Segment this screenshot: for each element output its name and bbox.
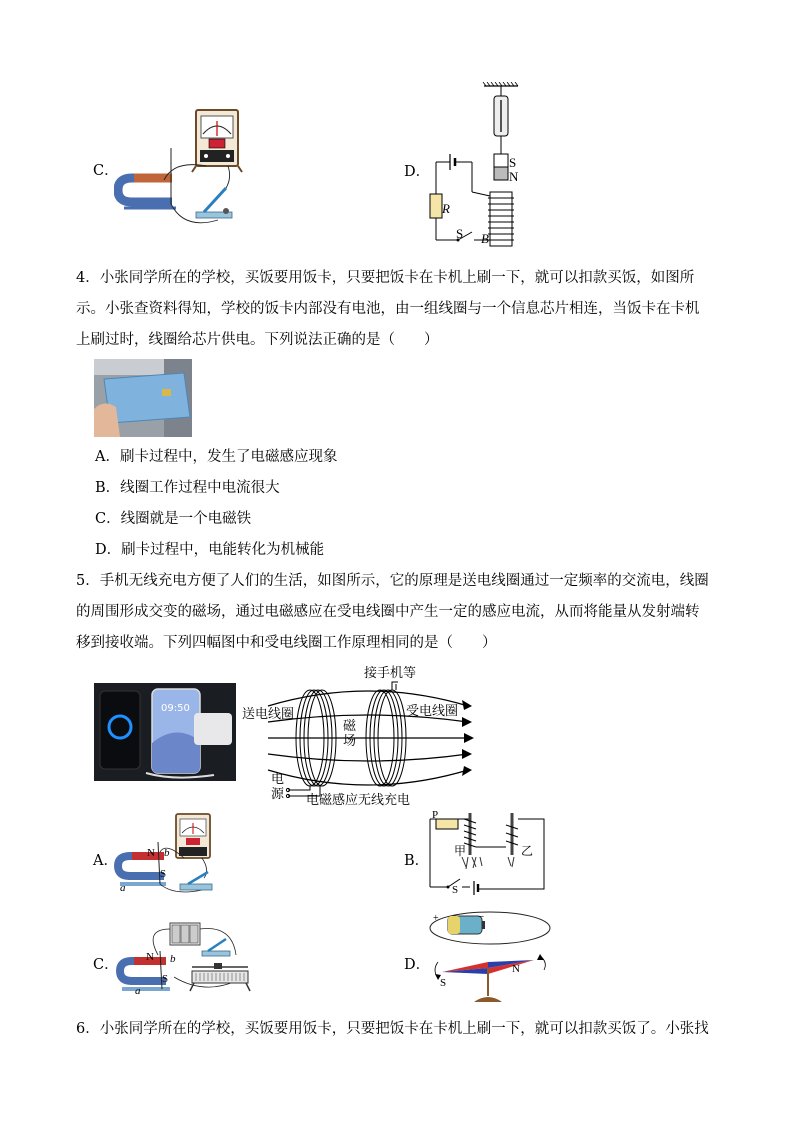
- d-resistor-label: R: [442, 201, 450, 216]
- option-c-figure: [114, 108, 256, 230]
- wireless-charger-photo: [94, 683, 236, 781]
- b-jia-label: 甲: [454, 844, 467, 858]
- b-yi-label: 乙: [521, 844, 534, 858]
- c-n-label: N: [146, 951, 154, 963]
- q4-option-d: D．刷卡过程中，电能转化为机械能: [95, 542, 325, 558]
- d-plus-label: +: [433, 913, 439, 924]
- q4-line-1: 4．小张同学所在的学校，买饭要用饭卡，只要把饭卡在卡机上刷一下，就可以扣款买饭，如图所: [76, 270, 695, 286]
- d-magnet-n-label: N: [509, 169, 519, 184]
- b-p-label: P: [432, 809, 439, 821]
- d-coil-label: B: [481, 231, 489, 246]
- d-minus-label: −: [478, 911, 485, 923]
- q5-line-2: 的周围形成交变的磁场，通过电磁感应在受电线圈中产生一定的感应电流，从而将能量从发射端转: [76, 604, 700, 620]
- option-d-label: D．: [404, 164, 431, 180]
- q5-option-a-figure: [114, 812, 234, 896]
- phone-time: 09:50: [161, 703, 190, 714]
- label-power-2: 源: [271, 786, 285, 801]
- q4-line-2: 示。小张查资料得知，学校的饭卡内部没有电池，由一组线圈与一个信息芯片相连，当饭卡在卡机: [76, 301, 700, 317]
- a-n-label: N: [147, 847, 155, 859]
- q5-option-c-label: C．: [93, 957, 119, 973]
- d-compass-n-label: N: [512, 963, 520, 975]
- d-compass-s-label: S: [440, 977, 447, 989]
- q5-line-3: 移到接收端。下列四幅图中和受电线圈工作原理相同的是（ ）: [76, 635, 497, 651]
- a-b-label: b: [164, 847, 170, 859]
- q6-line-1: 6．小张同学所在的学校，买饭要用饭卡，只要把饭卡在卡机上刷一下，就可以扣款买饭了。小张找: [76, 1021, 709, 1037]
- q5-option-a-label: A．: [93, 853, 118, 869]
- c-s-label: S: [162, 973, 169, 985]
- q5-line-1: 5．手机无线充电方便了人们的生活，如图所示，它的原理是送电线圈通过一定频率的交流电，线圈: [76, 573, 709, 589]
- label-send-coil: 送电线圈: [242, 706, 295, 721]
- c-b-label: b: [170, 953, 176, 965]
- label-power-1: 电: [271, 771, 285, 786]
- q4-option-b: B．线圈工作过程中电流很大: [95, 480, 280, 496]
- option-c-label: C．: [93, 163, 119, 179]
- a-a-label: a: [120, 882, 126, 894]
- q4-option-a: A．刷卡过程中，发生了电磁感应现象: [95, 449, 338, 465]
- d-magnet-s-label: S: [509, 155, 517, 170]
- q5-option-d-label: D．: [404, 957, 431, 973]
- q5-option-d-figure: [428, 908, 552, 1008]
- d-switch-label: S: [456, 226, 464, 241]
- label-field-2: 场: [343, 733, 357, 748]
- label-connect-phone: 接手机等: [364, 665, 417, 680]
- label-field-1: 磁: [343, 718, 357, 733]
- q5-option-b-label: B．: [404, 853, 430, 869]
- diagram-caption: 电磁感应无线充电: [306, 792, 411, 807]
- q4-line-3: 上刷过时，线圈给芯片供电。下列说法正确的是（ ）: [76, 332, 439, 348]
- meal-card-photo: [94, 359, 192, 437]
- b-s-label: S: [452, 884, 459, 896]
- q4-option-c: C．线圈就是一个电磁铁: [95, 511, 252, 527]
- c-a-label: a: [135, 985, 141, 997]
- a-s-label: S: [160, 868, 167, 880]
- label-receive-coil: 受电线圈: [406, 703, 459, 718]
